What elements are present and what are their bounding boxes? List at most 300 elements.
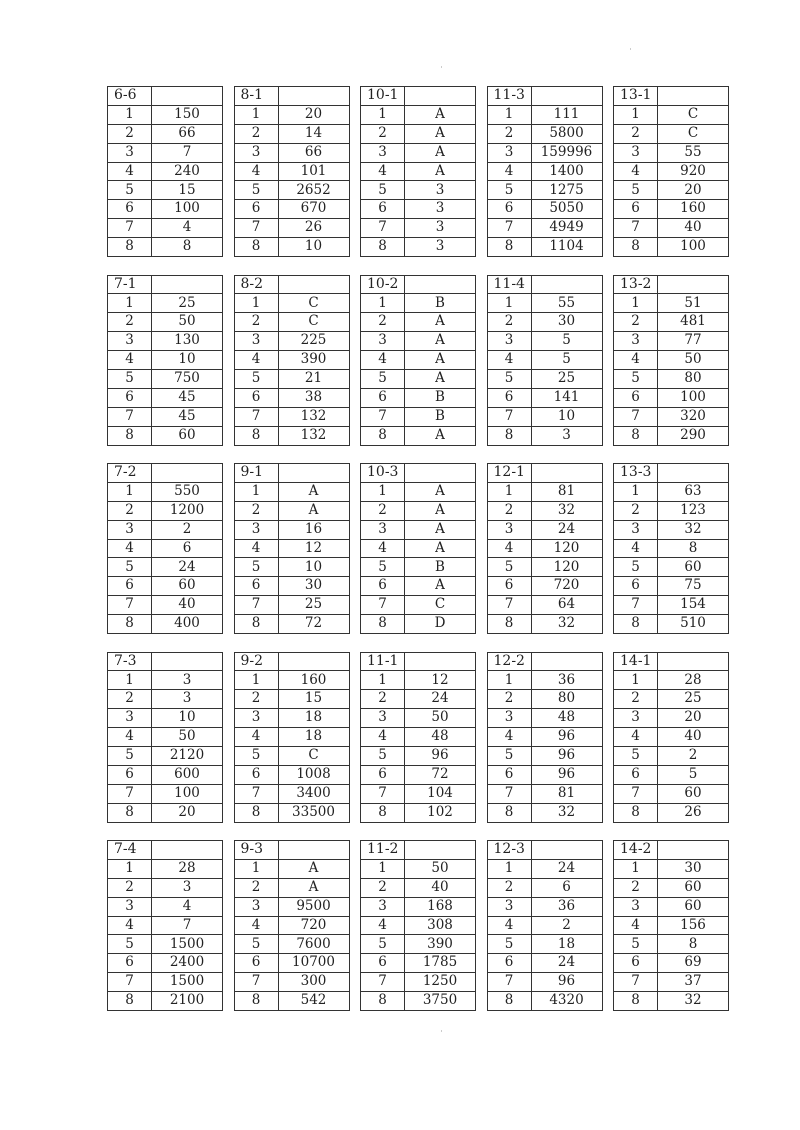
answer-value: 50 [152,728,223,747]
question-number: 2 [487,124,531,143]
question-number: 3 [108,332,152,351]
question-number: 1 [108,105,152,124]
table-row [614,219,729,238]
table-row [614,162,729,181]
answer-tables-grid [107,86,722,1011]
question-number: 4 [361,728,405,747]
table-row [108,878,223,897]
answer-value: 51 [658,294,729,313]
answer-value: 32 [531,803,602,822]
header-blank-cell [278,652,349,671]
table-row [108,973,223,992]
question-number: 4 [361,162,405,181]
question-number: 8 [234,803,278,822]
answer-value: 720 [531,577,602,596]
answer-value: 15 [152,181,223,200]
answer-value: 10 [278,238,349,257]
table-row [361,596,476,615]
question-number: 3 [234,897,278,916]
answer-table [107,275,223,446]
answer-value: 123 [658,501,729,520]
question-number: 8 [234,992,278,1011]
question-number: 2 [108,878,152,897]
table-row [361,690,476,709]
header-blank-cell [152,464,223,483]
table-row [108,238,223,257]
table-row [614,671,729,690]
table-row [108,520,223,539]
question-number: 6 [361,200,405,219]
question-number: 8 [108,238,152,257]
answer-value: A [405,351,476,370]
answer-value: 45 [152,388,223,407]
question-number: 3 [234,709,278,728]
answer-value: 96 [405,746,476,765]
table-row [614,313,729,332]
answer-value: 5 [658,765,729,784]
answer-value: A [405,124,476,143]
table-row [108,803,223,822]
answer-value: 100 [658,388,729,407]
answer-table [234,463,350,634]
answer-value: 32 [531,615,602,634]
question-number: 8 [614,615,658,634]
question-number: 6 [614,577,658,596]
table-row [234,520,349,539]
answer-value: A [405,539,476,558]
answer-value: 600 [152,765,223,784]
question-number: 7 [234,407,278,426]
table-row [234,954,349,973]
table-row [614,878,729,897]
question-number: 1 [361,482,405,501]
question-number: 8 [108,426,152,445]
table-row [234,671,349,690]
question-number: 6 [487,200,531,219]
table-row [487,746,602,765]
question-number: 2 [234,501,278,520]
table-row [614,992,729,1011]
question-number: 3 [614,709,658,728]
question-number: 6 [361,765,405,784]
table-row [614,294,729,313]
answer-value: B [405,294,476,313]
table-row [108,369,223,388]
table-row [487,200,602,219]
table-row [108,746,223,765]
question-number: 4 [108,162,152,181]
question-number: 2 [614,690,658,709]
answer-value: 20 [278,105,349,124]
question-number: 8 [234,615,278,634]
answer-value: A [405,143,476,162]
answer-value: 45 [152,407,223,426]
question-number: 5 [487,558,531,577]
answer-table-header [361,841,476,860]
answer-value: 60 [658,784,729,803]
question-number: 5 [108,369,152,388]
answer-table-header [361,652,476,671]
answer-table-header [234,464,349,483]
answer-value: 72 [405,765,476,784]
section-label: 6-6 [108,87,152,106]
header-blank-cell [658,87,729,106]
table-row [361,671,476,690]
question-number: 2 [108,313,152,332]
table-row [234,238,349,257]
header-blank-cell [152,652,223,671]
table-row [108,577,223,596]
answer-table [234,86,350,257]
question-number: 2 [614,878,658,897]
answer-value: 26 [658,803,729,822]
table-row [614,765,729,784]
answer-value: 132 [278,426,349,445]
header-blank-cell [278,87,349,106]
question-number: 6 [234,200,278,219]
answer-value: 7 [152,916,223,935]
question-number: 8 [234,426,278,445]
table-row [361,784,476,803]
answer-value: 36 [531,897,602,916]
answer-table-header [108,275,223,294]
table-row [614,709,729,728]
answer-table [234,652,350,823]
question-number: 4 [487,916,531,935]
answer-value: 3 [405,219,476,238]
section-label: 10-1 [361,87,405,106]
question-number: 8 [108,803,152,822]
answer-table-header [487,841,602,860]
table-row [361,294,476,313]
question-number: 1 [614,105,658,124]
table-row [361,426,476,445]
header-blank-cell [531,464,602,483]
question-number: 2 [487,878,531,897]
section-label: 8-1 [234,87,278,106]
table-row [361,388,476,407]
table-row [614,388,729,407]
answer-value: 120 [531,558,602,577]
table-row [361,313,476,332]
answer-value: A [405,501,476,520]
table-row [234,143,349,162]
table-row [108,916,223,935]
answer-table [107,86,223,257]
table-row [361,181,476,200]
question-number: 8 [108,992,152,1011]
header-blank-cell [658,275,729,294]
table-row [234,728,349,747]
answer-value: A [405,332,476,351]
question-number: 4 [487,162,531,181]
table-row [614,784,729,803]
table-row [108,294,223,313]
answer-value: 72 [278,615,349,634]
question-number: 8 [487,615,531,634]
table-row [361,219,476,238]
answer-value: 20 [152,803,223,822]
question-number: 1 [614,859,658,878]
section-label: 12-1 [487,464,531,483]
table-row [614,124,729,143]
answer-value: 750 [152,369,223,388]
question-number: 1 [108,294,152,313]
answer-value: 21 [278,369,349,388]
answer-value: 12 [278,539,349,558]
table-row [108,954,223,973]
table-row [614,105,729,124]
table-row [614,954,729,973]
section-label: 10-3 [361,464,405,483]
question-number: 3 [108,709,152,728]
question-number: 8 [361,803,405,822]
question-number: 7 [108,219,152,238]
answer-value: 3750 [405,992,476,1011]
question-number: 7 [487,219,531,238]
question-number: 6 [614,200,658,219]
question-number: 6 [361,954,405,973]
answer-value: 4 [152,897,223,916]
question-number: 6 [234,765,278,784]
question-number: 2 [487,313,531,332]
answer-table-header [234,87,349,106]
table-row [614,426,729,445]
question-number: 7 [614,596,658,615]
question-number: 7 [108,784,152,803]
table-row [108,671,223,690]
section-label: 10-2 [361,275,405,294]
question-number: 4 [108,539,152,558]
scan-speck [441,1030,442,1032]
question-number: 1 [234,105,278,124]
table-row [234,332,349,351]
question-number: 8 [361,992,405,1011]
answer-value: 18 [278,709,349,728]
table-row [614,539,729,558]
question-number: 7 [361,784,405,803]
table-row [614,351,729,370]
answer-table [487,275,603,446]
question-number: 6 [614,954,658,973]
answer-value: 132 [278,407,349,426]
answer-value: 920 [658,162,729,181]
header-blank-cell [531,275,602,294]
answer-value: 300 [278,973,349,992]
table-row [487,615,602,634]
table-row [614,615,729,634]
question-number: 1 [361,859,405,878]
question-number: 3 [234,520,278,539]
answer-value: 48 [531,709,602,728]
answer-value: 3 [152,878,223,897]
table-row [108,539,223,558]
section-label: 9-1 [234,464,278,483]
answer-table [613,275,729,446]
header-blank-cell [152,87,223,106]
table-row [361,332,476,351]
question-number: 4 [361,351,405,370]
table-row [361,859,476,878]
table-row [234,124,349,143]
table-row [234,615,349,634]
question-number: 5 [361,746,405,765]
answer-value: A [405,162,476,181]
answer-value: 100 [658,238,729,257]
answer-value: A [405,313,476,332]
table-row [234,558,349,577]
table-row [234,426,349,445]
answer-value: 24 [531,954,602,973]
answer-table [487,86,603,257]
table-row [108,124,223,143]
answer-value: 1785 [405,954,476,973]
table-row [234,746,349,765]
question-number: 3 [614,143,658,162]
question-number: 2 [614,501,658,520]
table-row [614,690,729,709]
question-number: 6 [108,388,152,407]
answer-value: 96 [531,765,602,784]
answer-table-header [361,464,476,483]
header-blank-cell [658,841,729,860]
table-row [614,501,729,520]
header-blank-cell [405,275,476,294]
table-row [108,482,223,501]
answer-value: 2 [658,746,729,765]
answer-value: C [658,105,729,124]
question-number: 1 [487,482,531,501]
question-number: 6 [108,765,152,784]
question-number: 8 [234,238,278,257]
question-number: 5 [361,181,405,200]
question-number: 3 [487,897,531,916]
question-number: 5 [614,369,658,388]
table-row [361,746,476,765]
table-row [487,935,602,954]
answer-table [234,840,350,1011]
table-row [108,143,223,162]
answer-value: 1500 [152,973,223,992]
table-row [487,973,602,992]
table-row [234,351,349,370]
table-row [108,105,223,124]
question-number: 4 [614,728,658,747]
answer-value: 101 [278,162,349,181]
answer-value: 75 [658,577,729,596]
answer-value: 7 [152,143,223,162]
answer-table [613,86,729,257]
answer-table-header [108,464,223,483]
table-row [361,520,476,539]
table-row [487,954,602,973]
question-number: 6 [108,954,152,973]
table-row [614,369,729,388]
header-blank-cell [405,652,476,671]
table-row [108,709,223,728]
table-row [614,803,729,822]
answer-value: 16 [278,520,349,539]
question-number: 3 [361,897,405,916]
table-row [361,803,476,822]
answer-value: 60 [152,577,223,596]
table-row [487,784,602,803]
table-row [234,803,349,822]
answer-value: 2400 [152,954,223,973]
table-row [234,916,349,935]
question-number: 2 [361,124,405,143]
answer-value: 2 [152,520,223,539]
answer-value: 100 [152,200,223,219]
table-row [108,200,223,219]
section-label: 11-2 [361,841,405,860]
table-row [487,238,602,257]
question-number: 7 [361,973,405,992]
table-row [361,992,476,1011]
table-row [108,558,223,577]
question-number: 8 [614,238,658,257]
question-number: 7 [361,407,405,426]
answer-value: 3 [531,426,602,445]
answer-value: 4 [152,219,223,238]
section-label: 7-1 [108,275,152,294]
table-row [487,671,602,690]
question-number: 3 [234,332,278,351]
table-row [487,105,602,124]
answer-value: 55 [531,294,602,313]
question-number: 7 [234,596,278,615]
question-number: 8 [361,426,405,445]
answer-value: 80 [531,690,602,709]
answer-value: 9500 [278,897,349,916]
answer-table-header [108,87,223,106]
question-number: 2 [234,690,278,709]
answer-value: 3400 [278,784,349,803]
question-number: 3 [487,709,531,728]
question-number: 5 [487,746,531,765]
table-row [108,181,223,200]
table-row [487,369,602,388]
answer-value: 150 [152,105,223,124]
table-row [234,162,349,181]
question-number: 4 [487,728,531,747]
table-row [108,426,223,445]
question-number: 7 [487,596,531,615]
answer-value: 36 [531,671,602,690]
table-row [108,407,223,426]
answer-value: 100 [152,784,223,803]
question-number: 2 [487,501,531,520]
table-row [361,482,476,501]
table-row [234,859,349,878]
answer-value: 720 [278,916,349,935]
table-row [614,181,729,200]
answer-value: 15 [278,690,349,709]
answer-value: 96 [531,746,602,765]
answer-value: 25 [278,596,349,615]
answer-table-header [614,464,729,483]
answer-value: 80 [658,369,729,388]
question-number: 7 [108,973,152,992]
answer-value: 66 [278,143,349,162]
table-row [234,181,349,200]
answer-table-header [487,275,602,294]
answer-value: C [278,746,349,765]
answer-value: 50 [405,709,476,728]
question-number: 3 [487,143,531,162]
answer-value: 66 [152,124,223,143]
table-row [234,219,349,238]
